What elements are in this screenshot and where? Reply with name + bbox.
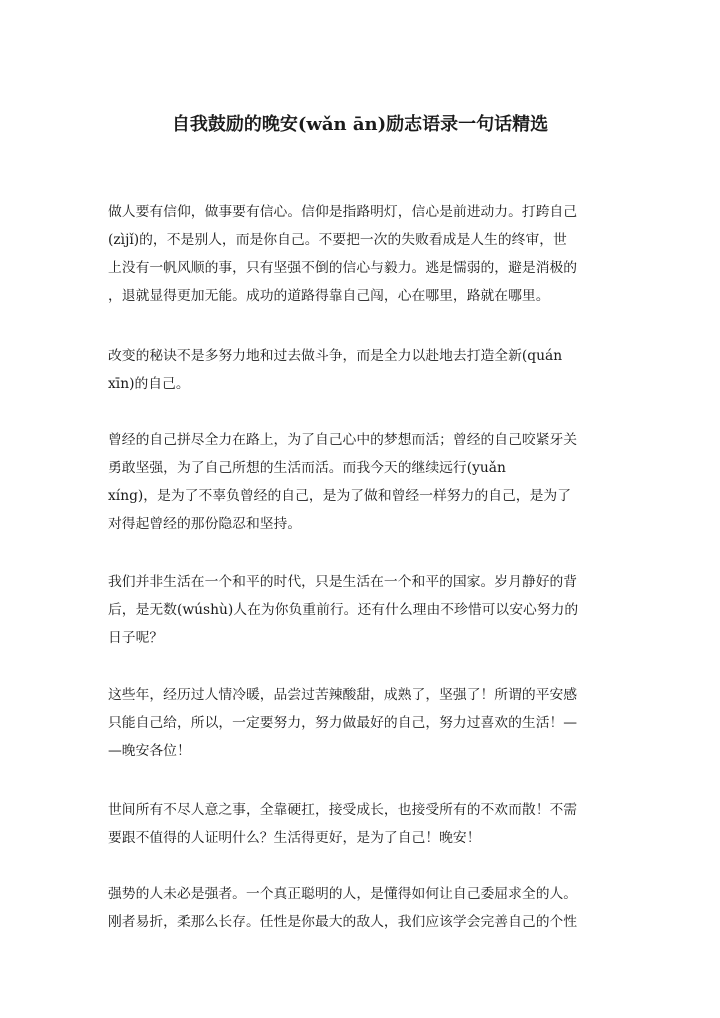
- text-line: ，退就显得更加无能。成功的道路得靠自己闯，心在哪里，路就在哪里。: [108, 288, 550, 304]
- text-line: —晚安各位！: [108, 743, 191, 759]
- paragraph-7: [108, 880, 618, 936]
- text-line: 后，是无数(wúshù)人在为你负重前行。还有什么理由不珍惜可以安心努力的: [108, 602, 579, 618]
- text-line: 只能自己给，所以，一定要努力，努力做最好的自己，努力过喜欢的生活！—: [108, 715, 578, 731]
- text-line: 做人要有信仰，做事要有信心。信仰是指路明灯，信心是前进动力。打跨自己: [108, 204, 578, 220]
- text-line: 上没有一帆风顺的事，只有坚强不倒的信心与毅力。逃是懦弱的，避是消极的: [108, 260, 578, 276]
- text-line: 世间所有不尽人意之事，全靠硬扛，接受成长，也接受所有的不欢而散！不需: [108, 802, 578, 818]
- paragraph-3: [108, 426, 618, 538]
- document-title: 自我鼓励的晚安(wǎn ān)励志语录一句话精选: [171, 114, 549, 135]
- paragraph-1: [108, 198, 618, 310]
- text-line: xīn)的自己。: [108, 376, 190, 392]
- text-line: 这些年，经历过人情冷暖，品尝过苦辣酸甜，成熟了，坚强了！所谓的平安感: [108, 687, 578, 703]
- paragraph-6: [108, 796, 618, 852]
- text-line: 我们并非生活在一个和平的时代，只是生活在一个和平的国家。岁月静好的背: [108, 574, 578, 590]
- paragraph-5: [108, 681, 618, 765]
- text-line: 对得起曾经的那份隐忍和坚持。: [108, 516, 302, 532]
- text-line: (zìjǐ)的，不是别人，而是你自己。不要把一次的失败看成是人生的终审，世: [108, 232, 567, 248]
- text-line: 改变的秘诀不是多努力地和过去做斗争，而是全力以赴地去打造全新(quán: [108, 348, 563, 364]
- text-line: xíng)，是为了不辜负曾经的自己，是为了做和曾经一样努力的自己，是为了: [108, 488, 571, 504]
- text-line: 勇敢坚强，为了自己所想的生活而活。而我今天的继续远行(yuǎn: [108, 460, 506, 476]
- paragraph-2: [108, 342, 618, 398]
- text-line: 强势的人未必是强者。一个真正聪明的人，是懂得如何让自己委屈求全的人。: [108, 886, 578, 902]
- text-line: 曾经的自己拼尽全力在路上，为了自己心中的梦想而活；曾经的自己咬紧牙关: [108, 432, 578, 448]
- text-line: 刚者易折，柔那么长存。任性是你最大的敌人，我们应该学会完善自己的个性: [108, 914, 578, 930]
- text-line: 要跟不值得的人证明什么？生活得更好，是为了自己！晚安！: [108, 830, 481, 846]
- paragraph-4: [108, 568, 618, 652]
- text-line: 日子呢？: [108, 630, 164, 646]
